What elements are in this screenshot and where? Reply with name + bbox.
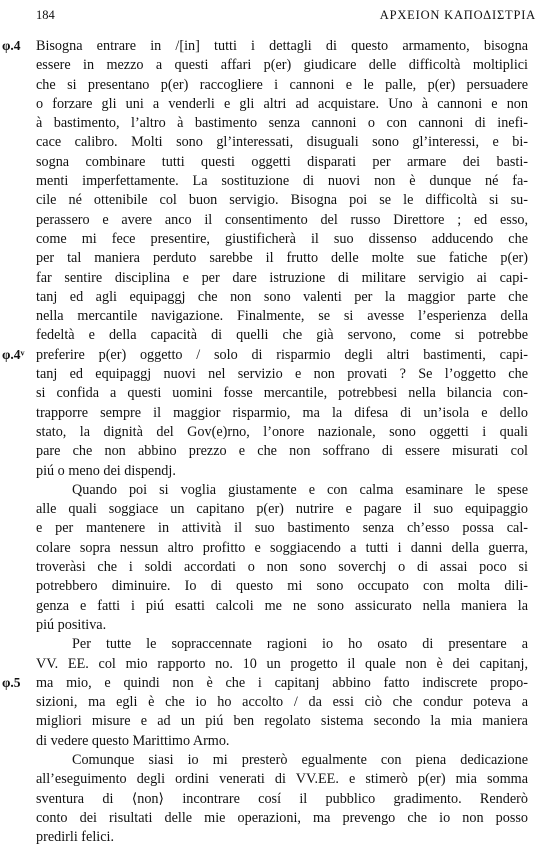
text-line: perassero e avere anco il consentimento del russo Direttore ; ed esso, bbox=[36, 211, 528, 228]
text-line: pare che non abbino prezzo e che non soffrano di essere misurati col bbox=[36, 443, 528, 460]
text-line: piú o meno dei dispendj. bbox=[36, 462, 176, 479]
text-line: sizioni, ma egli è che io ho accolto / da essi ciò che condur poteva a bbox=[36, 694, 528, 711]
text-line: di vedere questo Marittimo Armo. bbox=[36, 732, 230, 749]
text-line: Comunque siasi io mi presterò egualmente con piena dedicazione bbox=[72, 751, 528, 768]
text-line: cile né ottenibile col buon servigio. Bisogna poi se le difficoltà si su- bbox=[36, 192, 528, 209]
text-line: à bastimento, l’altro à bastimento senza cannoni o con cannoni di inefi- bbox=[36, 115, 528, 132]
text-line: migliori misure e ad un piú ben regolato sistema secondo la mia maniera bbox=[36, 713, 528, 730]
page-number: 184 bbox=[36, 8, 55, 22]
text-line: potrebbero diminuire. Io di questo mi sono occupato con molta dili- bbox=[36, 578, 528, 595]
text-line: tanj ed agli equipaggj che non sono valenti per la maggior parte che bbox=[36, 288, 528, 305]
text-line: tanj ed equipaggj nuovi nel servizio e non provati ? Se l’oggetto che bbox=[36, 366, 528, 383]
text-line: sogna combinare tutti questi oggetti disparati per armare dei basti- bbox=[36, 153, 528, 170]
text-line: genza e fatti i piú esatti calcoli me ne sono assicurato nella maniera la bbox=[36, 597, 528, 614]
running-title: ΑΡΧΕΙΟΝ ΚΑΠΟΔΙΣΤΡΙΑ bbox=[379, 8, 536, 22]
text-line: preferire p(er) oggetto / solo di risparmio degli altri bastimenti, capi- bbox=[36, 346, 528, 363]
text-line: stato, la dignità del Gov(e)rno, l’onore nazionale, sono oggetti i quali bbox=[36, 423, 528, 440]
text-line: essere in mezzo a questi affari p(er) giudicare delle difficoltà moltiplici bbox=[36, 57, 528, 74]
text-line: alle quali soggiace un capitano p(er) nutrire e pagare il suo equipaggio bbox=[36, 501, 528, 518]
text-line: Quando poi si voglia giustamente e con calma esaminare le spese bbox=[72, 481, 528, 498]
text-line: piú positiva. bbox=[36, 616, 107, 633]
text-line: VV. EE. col mio rapporto no. 10 un progetto il quale non è dei capitanj, bbox=[36, 655, 528, 672]
body-text bbox=[36, 37, 528, 847]
folio-marker-4v: φ.4ᵛ bbox=[2, 347, 25, 362]
page-header bbox=[36, 8, 536, 28]
text-line: come mi fece presentire, giustificherà il suo dissenso adducendo che bbox=[36, 230, 528, 247]
text-line: far sentire disciplina e per dare istruzione di militare servigio ai capi- bbox=[36, 269, 528, 286]
text-line: menti imperfettamente. La sostituzione di nuovi non è dunque né fa- bbox=[36, 173, 528, 190]
text-line: predirli felici. bbox=[36, 829, 114, 846]
text-line: colare sopra nessun altro profitto e soggiacendo a tutti i danni della guerra, bbox=[36, 539, 528, 556]
text-line: Per tutte le sopraccennate ragioni io ho osato di presentare a bbox=[72, 636, 528, 653]
folio-marker-4: φ.4 bbox=[2, 38, 21, 53]
text-line: all’eseguimento degli ordini venerati di VV.EE. e stimerò p(er) mia somma bbox=[36, 771, 528, 788]
text-line: o forzare gli uni a venderli e gli altri ad acquistare. Uno à cannoni e non bbox=[36, 95, 528, 112]
text-line: per tal maniera perduto sarebbe il frutto delle molte sue fatiche p(er) bbox=[36, 250, 528, 267]
text-line: cace calibro. Molti sono gl’interessati, disuguali sono gl’interessi, e bi- bbox=[36, 134, 528, 151]
text-line: troveràsi che i soldi accordati o non sono soverchj o di assai poco si bbox=[36, 559, 528, 576]
text-line: ma mio, e quindi non è che i capitanj abbino fatto indiscrete propo- bbox=[36, 674, 528, 691]
folio-marker-5: φ.5 bbox=[2, 675, 21, 690]
text-line: conto dei risultati delle mie operazioni, ma prevengo che io non posso bbox=[36, 809, 528, 826]
text-line: si confida a questi uomini fosse mercantile, potrebbesi nella bilancia con- bbox=[36, 385, 528, 402]
text-line: sventura di ⟨non⟩ incontrare cosí il pubblico gradimento. Renderò bbox=[36, 790, 528, 807]
text-line: che si presentano p(er) raccogliere i cannoni e le palle, p(er) persuadere bbox=[36, 76, 528, 93]
text-line: e per mantenere in attività il suo bastimento senza ch’esso possa cal- bbox=[36, 520, 528, 537]
text-line: Bisogna entrare in /[in] tutti i dettagli di questo armamento, bisogna bbox=[36, 38, 528, 54]
text-line: nella mercantile navigazione. Finalmente, se si avesse l’esperienza della bbox=[36, 308, 528, 325]
text-line: trapporre sempre il maggior risparmio, ma la difesa di un’isola e dello bbox=[36, 404, 528, 421]
text-line: fedeltà e della capacità di quelli che già servono, come si potrebbe bbox=[36, 327, 528, 344]
